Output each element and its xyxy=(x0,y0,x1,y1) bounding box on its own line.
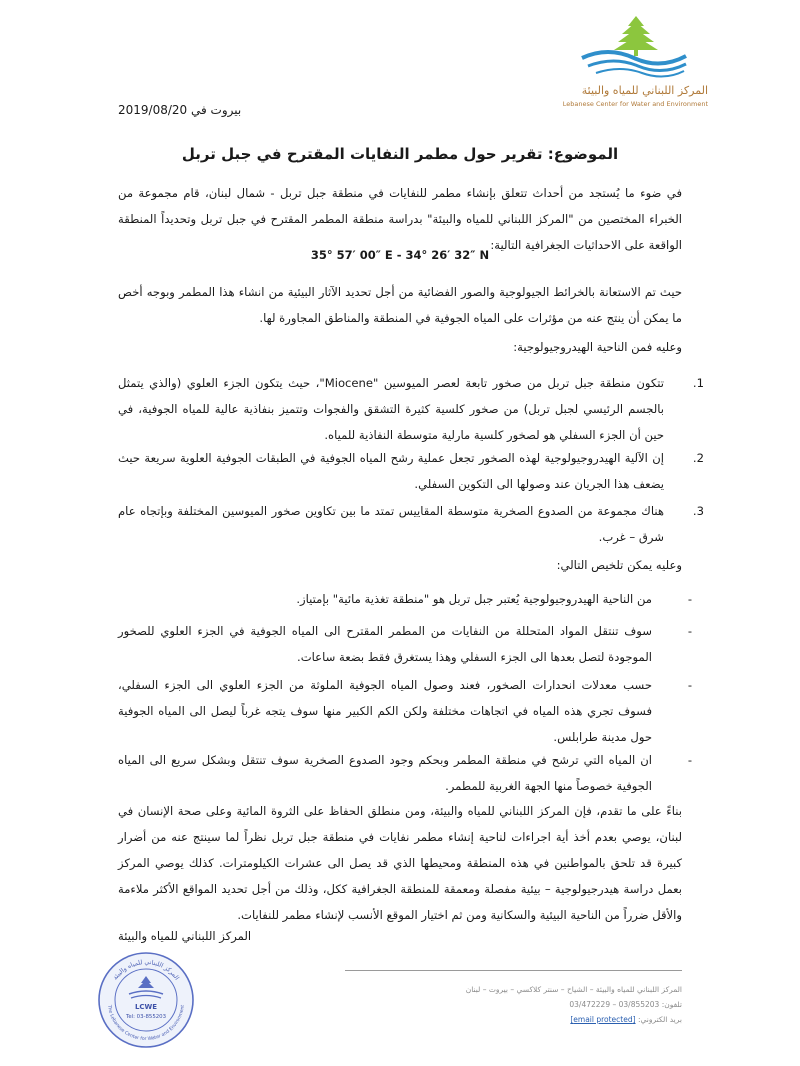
stamp-tel: Tel: 03-855203 xyxy=(125,1014,167,1020)
list-item xyxy=(118,498,704,550)
list-item xyxy=(118,370,704,448)
cedar-wave-logo-icon xyxy=(578,14,688,82)
bullet-text: سوف تنتقل المواد المتحللة من النفايات من المطمر المقترح الى المياه الجوفية في الجزء العلوي للصخور الموجودة لتصل بعدها الى الجزء السفلي وهذا يستغرق فقط بضعة ساعات. xyxy=(118,624,652,664)
header-logo xyxy=(558,14,708,106)
bullet-item xyxy=(118,618,692,670)
stamp-ring-text: المركز اللبناني للمياه والبيئة xyxy=(111,958,181,982)
bullet-mark: - xyxy=(687,592,692,606)
footer-email-label: بريد الكتروني: xyxy=(637,1015,682,1024)
official-stamp-icon xyxy=(96,950,196,1050)
list-number: 3. xyxy=(692,504,704,518)
bullet-text: ان المياه التي ترشح في منطقة المطمر وبحكم وجود الصدوع الصخرية سوف تنتقل وبشكل سريع الى المياه الجوفية خصوصاً منها الجهة الغربية للمطمر. xyxy=(118,753,652,793)
list-number: 1. xyxy=(692,376,704,390)
coordinates: 35° 57′ 00″ E - 34° 26′ 32″ N xyxy=(310,248,490,262)
list-number: 2. xyxy=(692,451,704,465)
footer-email-link[interactable]: [email protected] xyxy=(570,1015,636,1024)
bullet-item xyxy=(118,586,692,612)
intro-paragraph: في ضوء ما يُستجد من أحداث تتعلق بإنشاء مطمر للنفايات في منطقة جبل تربل - شمال لبنان، قام مجموعة من الخبراء المختصين من "المركز اللبناني للمياه والبيئة" بدراسة منطقة المطمر المقترح في جبل تربل وتحديداً المنطقة الواقعة على الاحداثيات الجغرافية التالية: xyxy=(118,186,682,252)
footer-address: المركز اللبناني للمياه والبيئة – الشياح – سنتر كلاكسي – بيروت – لبنان xyxy=(465,985,682,994)
bullet-text: من الناحية الهيدروجيولوجية يُعتبر جبل تربل هو "منطقة تغذية مائية" بإمتياز. xyxy=(296,592,652,606)
logo-arabic-name: المركز اللبناني للمياه والبيئة xyxy=(581,84,708,97)
bullet-mark: - xyxy=(687,678,692,692)
list-item-text: تتكون منطقة جبل تربل من صخور تابعة لعصر الميوسين "Miocene"، حيث يتكون الجزء العلوي (والذي يتمثل بالجسم الرئيسي لجبل تربل) من صخور كلسية كثيرة التشقق والفجوات وتتميز بنفاذية عالية للمياه الجوفية، في حين أن الجزء السفلي هو لصخور كلسية مارلية متوسطة النفاذية للمياه. xyxy=(118,376,664,442)
bullet-mark: - xyxy=(687,624,692,638)
bullet-text: حسب معدلات انحدارات الصخور، فعند وصول المياه الجوفية الملوثة من الجزء العلوي الى الجزء السفلي، فسوف تجري هذه المياه في اتجاهات مختلفة ولكن الكم الكبير منها سوف يتجه غرباً ليصل الى المياه الجوفية حول مدينة طرابلس. xyxy=(118,678,652,744)
stamp-ring-text-en: The Lebanese Center for Water and Environment xyxy=(106,1004,186,1043)
list-item-text: هناك مجموعة من الصدوع الصخرية متوسطة المقاييس تمتد ما بين تكاوين صخور الميوسين المختلفة وبإتجاه عام شرق – غرب. xyxy=(118,504,664,544)
logo-english-name: Lebanese Center for Water and Environment xyxy=(562,100,708,108)
summary-intro: وعليه يمكن تلخيص التالي: xyxy=(556,558,682,572)
bullet-mark: - xyxy=(687,753,692,767)
list-item xyxy=(118,445,704,497)
list-item-text: إن الآلية الهيدروجيولوجية لهذه الصخور تجعل عملية رشح المياه الجوفية في الطبقات الجوفية العلوية سريعة حيث يضعف هذا الجريان عند وصولها الى التكوين السفلي. xyxy=(118,451,664,491)
method-paragraph: حيث تم الاستعانة بالخرائط الجيولوجية والصور الفضائية من أجل تحديد الآثار البيئية من انشاء هذا المطمر وبوجه أخص ما يمكن أن ينتج عنه من مؤثرات على المياه الجوفية في المنطقة والمناطق المجاورة لها. xyxy=(118,285,682,325)
footer-phones: تلفون: 03/855203 – 03/472229 xyxy=(569,1000,682,1009)
letter-subject: الموضوع: تقرير حول مطمر النفايات المقترح في جبل تربل xyxy=(181,145,619,163)
footer-email-line xyxy=(345,1015,682,1024)
bullet-item xyxy=(118,672,692,750)
letter-date: بيروت في 2019/08/20 xyxy=(118,103,242,117)
signer-name: المركز اللبناني للمياه والبيئة xyxy=(118,929,252,943)
bullet-item xyxy=(118,747,692,799)
hydro-intro: وعليه فمن الناحية الهيدروجيولوجية: xyxy=(513,340,682,354)
footer-divider xyxy=(345,970,682,971)
stamp-abbr: LCWE xyxy=(134,1003,158,1011)
conclusion-paragraph: بناءً على ما تقدم، فإن المركز اللبناني للمياه والبيئة، ومن منطلق الحفاظ على الثروة المائية وعلى صحة الإنسان في لبنان، يوصي بعدم أخذ أية اجراءات لناحية إنشاء مطمر نفايات في منطقة جبل تربل نظراً لما سينتج عنه من أضرار كبيرة قد تلحق بالمواطنين في هذه المنطقة ومحيطها الذي قد يصل الى عشرات الكيلومترات. كذلك يوصي المركز بعمل دراسة هيدرجيولوجية – بيئية مفصلة ومعمقة للمنطقة الجغرافية ككل، وذلك من أجل تحديد المواقع الأكثر ملاءمة والأقل ضرراً من الناحية البيئية والسكانية ومن ثم اختيار الموقع الأنسب لإنشاء مطمر للنفايات. xyxy=(118,804,682,922)
